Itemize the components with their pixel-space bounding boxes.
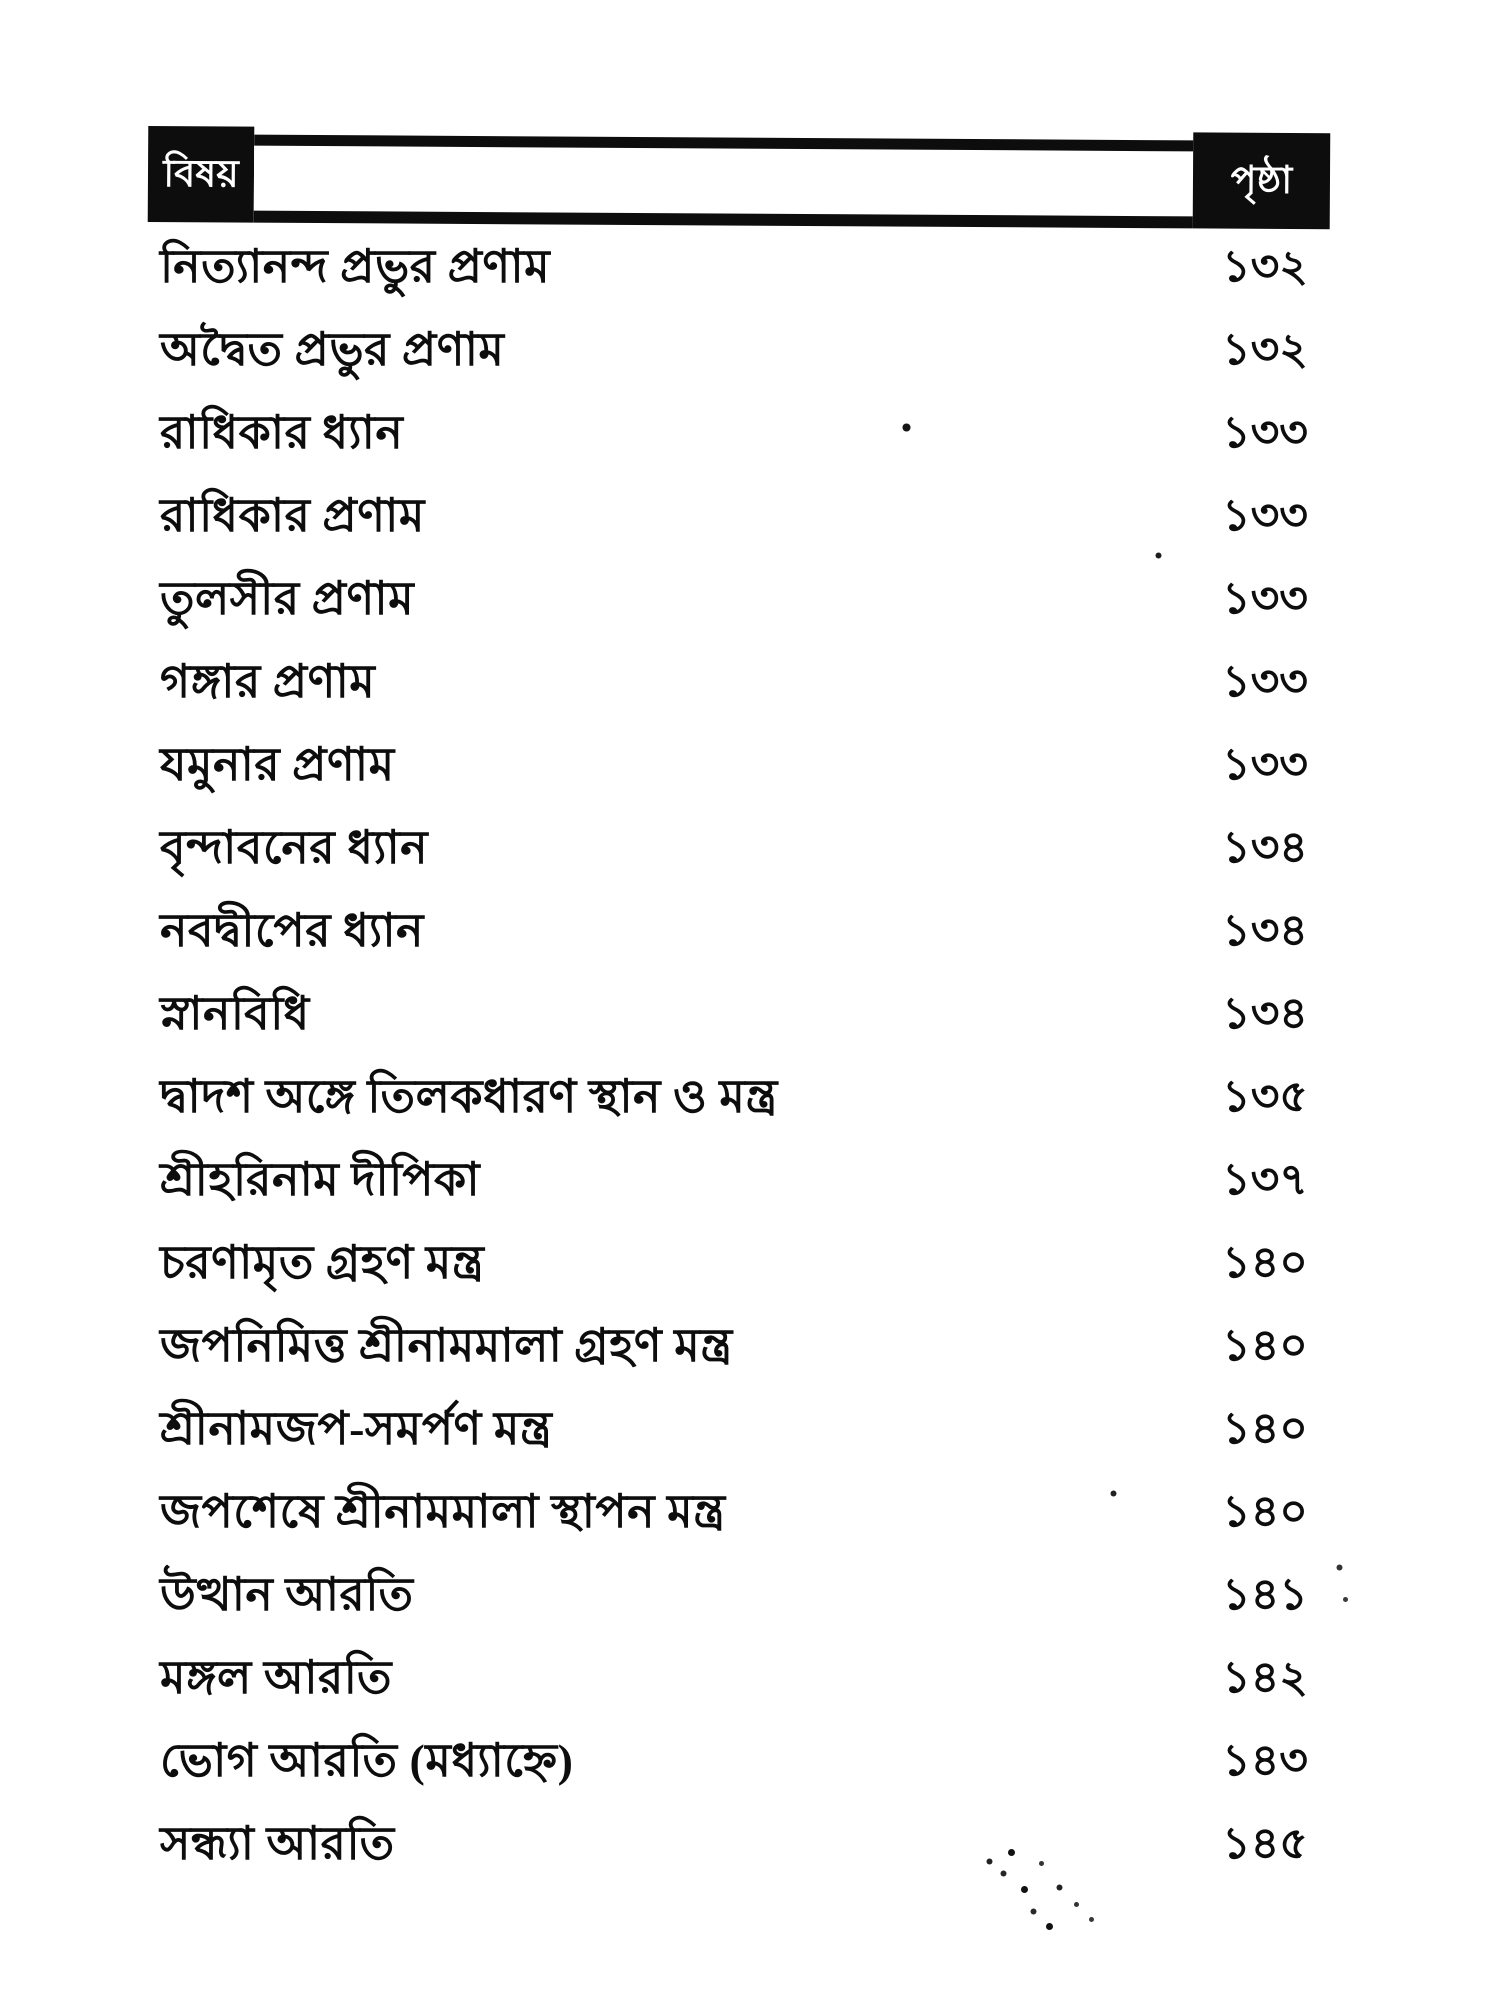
subject-header-label: বিষয় [163,153,239,196]
toc-entry-page: ১৪০ [1222,1487,1308,1536]
toc-row [148,560,1330,643]
toc-entry-page: ১৪১ [1222,1570,1308,1619]
page-header-label: পৃষ্ঠা [1230,159,1293,202]
toc-entry-title: চরণামৃত গ্রহণ মন্ত্র [160,1236,485,1288]
toc-entry-title: রাধিকার প্রণাম [160,489,425,541]
toc-row [148,892,1330,975]
toc-row [148,477,1330,560]
toc-entry-page: ১৩৫ [1222,1072,1308,1121]
toc-entry-page: ১৩২ [1222,325,1308,374]
toc-entry-title: মঙ্গল আরতি [160,1651,392,1703]
scan-speckles [0,0,3,3]
toc-row [148,311,1330,394]
toc-entry-title: নিত্যানন্দ প্রভুর প্রণাম [160,240,551,292]
toc-row [148,643,1330,726]
toc-row [148,394,1330,477]
toc-entry-page: ১৩৩ [1222,408,1308,457]
toc-entry-title: গঙ্গার প্রণাম [160,655,376,707]
toc-entry-title: তুলসীর প্রণাম [160,572,415,624]
toc-entry-page: ১৪৩ [1222,1736,1308,1785]
toc-entry-page: ১৩৪ [1222,989,1308,1038]
toc-entry-title: ভোগ আরতি (মধ্যাহ্নে) [160,1734,574,1786]
toc-row [148,1556,1330,1639]
toc-entry-title: উত্থান আরতি [160,1568,414,1620]
toc-entry-page: ১৩৩ [1222,657,1308,706]
toc-entry-page: ১৩৭ [1222,1155,1308,1204]
toc-row [148,726,1330,809]
toc-row [148,975,1330,1058]
toc-entry-page: ১৩৪ [1222,906,1308,955]
toc-row [148,1224,1330,1307]
toc-row [148,1058,1330,1141]
toc-entry-page: ১৪৫ [1222,1819,1308,1868]
toc-row [148,1805,1330,1888]
page-header-cell [1193,132,1331,229]
toc-entry-title: রাধিকার ধ্যান [160,406,404,458]
toc-row [148,1141,1330,1224]
toc-entry-title: যমুনার প্রণাম [160,738,395,790]
toc-row [148,809,1330,892]
toc-entry-title: দ্বাদশ অঙ্গে তিলকধারণ স্থান ও মন্ত্র [160,1070,778,1122]
toc-entry-page: ১৪০ [1222,1321,1308,1370]
toc-row [148,228,1330,311]
toc-row [148,1722,1330,1805]
subject-header-cell [148,126,255,223]
toc-row [148,1639,1330,1722]
toc-entry-page: ১৩৪ [1222,823,1308,872]
toc-entry-title: সন্ধ্যা আরতি [160,1817,395,1869]
toc-row [148,1473,1330,1556]
toc-entry-title: নবদ্বীপের ধ্যান [160,904,424,956]
toc-entry-title: শ্রীহরিনাম দীপিকা [160,1153,481,1205]
toc-entry-title: বৃন্দাবনের ধ্যান [160,821,429,873]
toc-entry-page: ১৪০ [1222,1404,1308,1453]
toc-entry-title: অদ্বৈত প্রভুর প্রণাম [160,323,505,375]
toc-entry-page: ১৩২ [1222,242,1308,291]
toc-row [148,1307,1330,1390]
toc-row [148,1390,1330,1473]
toc-entry-page: ১৩৩ [1222,740,1308,789]
toc-entry-title: জপনিমিত্ত শ্রীনামমালা গ্রহণ মন্ত্র [160,1319,733,1371]
header-divider-strip [254,135,1194,229]
toc-entry-page: ১৩৩ [1222,491,1308,540]
toc-entry-title: শ্রীনামজপ-সমর্পণ মন্ত্র [160,1402,553,1454]
toc-header-bar [148,126,1331,229]
toc-entry-page: ১৪০ [1222,1238,1308,1287]
toc-entry-page: ১৩৩ [1222,574,1308,623]
toc-entry-page: ১৪২ [1222,1653,1308,1702]
toc-list [148,228,1330,1888]
toc-entry-title: স্নানবিধি [160,987,310,1039]
toc-entry-title: জপশেষে শ্রীনামমালা স্থাপন মন্ত্র [160,1485,726,1537]
